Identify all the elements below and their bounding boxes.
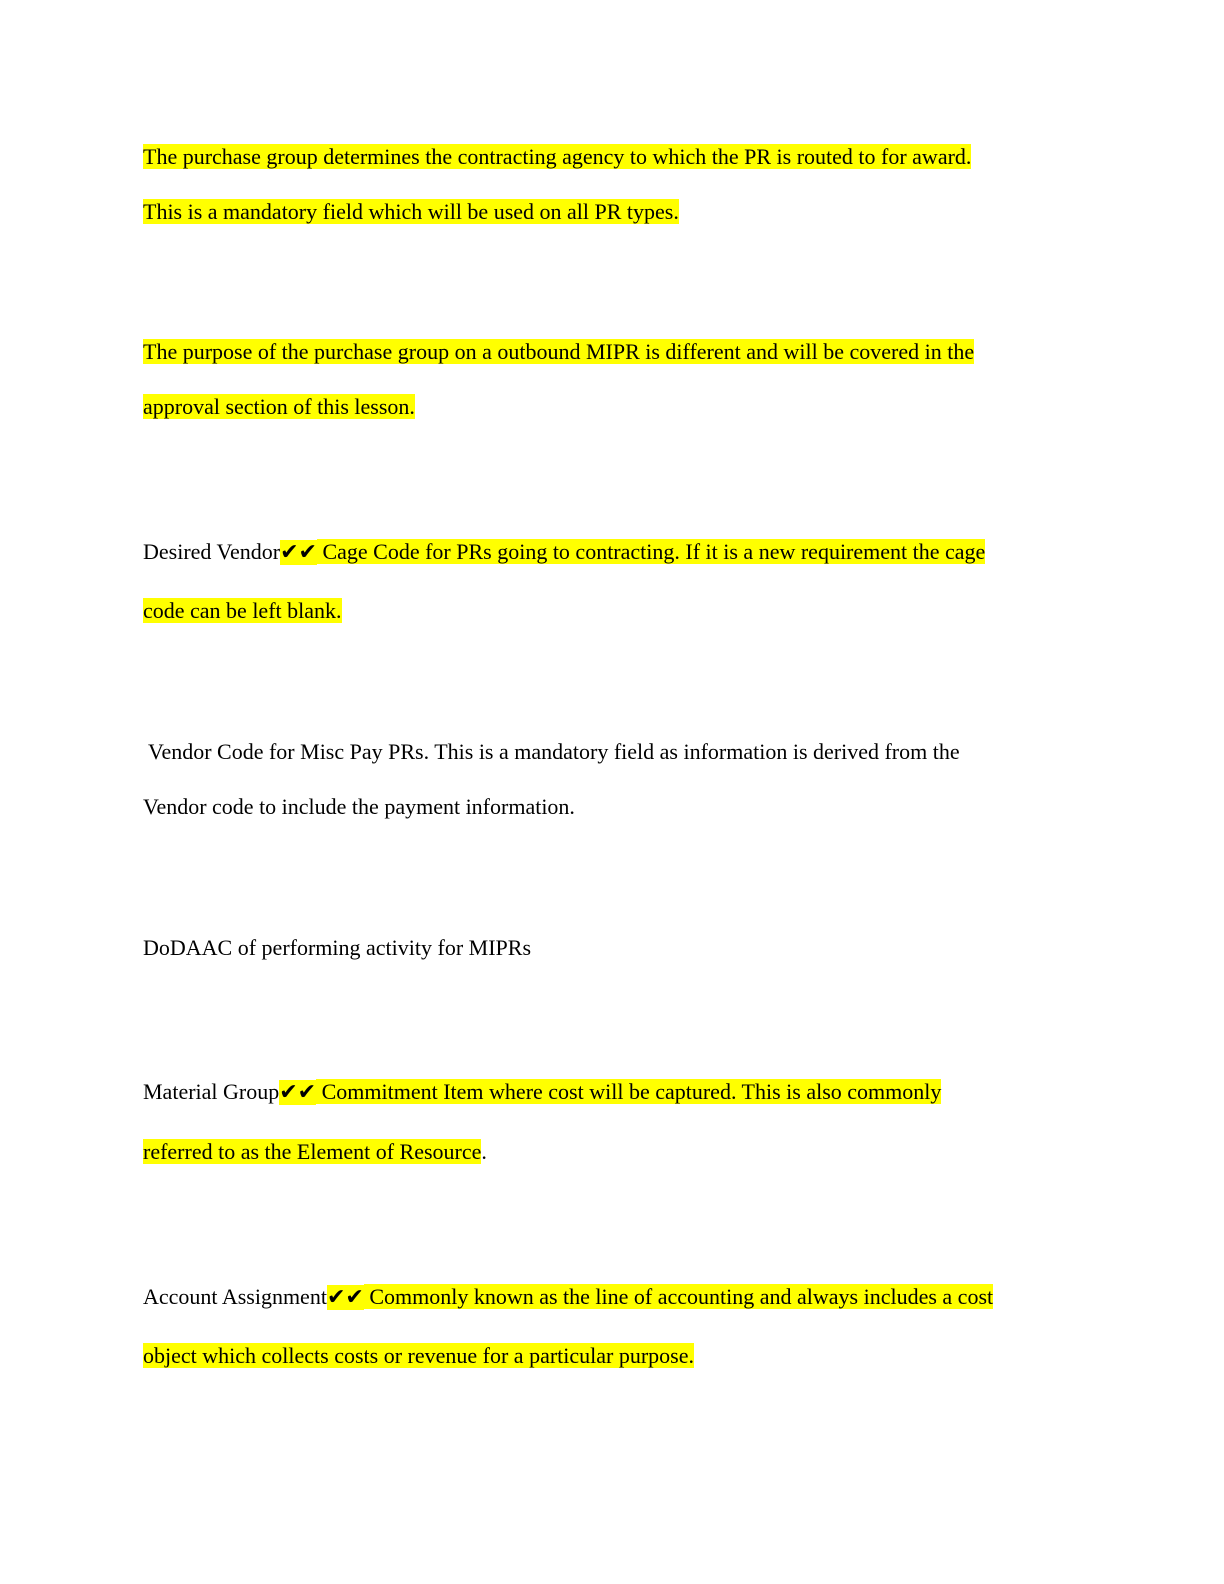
paragraph-7-line-1 — [143, 1283, 993, 1312]
highlighted-text: Commitment Item where cost will be captured. This is also commonly — [316, 1079, 942, 1104]
highlighted-text: code can be left blank. — [143, 598, 342, 623]
body-text: Vendor Code for Misc Pay PRs. This is a mandatory field as information is derived from the — [148, 739, 960, 764]
body-text: Vendor code to include the payment information. — [143, 794, 575, 819]
highlighted-text: Commonly known as the line of accounting and always includes a cost — [363, 1284, 994, 1309]
paragraph-6-line-1 — [143, 1078, 941, 1107]
checkmark-icon: ✔✔ — [326, 1285, 364, 1310]
body-text: . — [481, 1139, 487, 1164]
checkmark-icon: ✔✔ — [279, 1080, 317, 1105]
paragraph-4-line-2 — [143, 793, 575, 821]
highlighted-text: The purpose of the purchase group on a outbound MIPR is different and will be covered in the — [143, 339, 975, 364]
paragraph-6-line-2 — [143, 1138, 487, 1166]
paragraph-1-line-1 — [143, 143, 971, 171]
paragraph-7-line-2 — [143, 1342, 694, 1370]
paragraph-3-line-2 — [143, 597, 342, 625]
highlighted-text: This is a mandatory field which will be used on all PR types. — [143, 199, 679, 224]
highlighted-text: Cage Code for PRs going to contracting. If it is a new requirement the cage — [316, 539, 986, 564]
highlighted-text: The purchase group determines the contracting agency to which the PR is routed to for award. — [143, 144, 972, 169]
checkmark-icon: ✔✔ — [280, 540, 317, 565]
highlighted-text: approval section of this lesson. — [143, 394, 415, 419]
field-label-account-assignment: Account Assignment — [143, 1284, 327, 1309]
paragraph-2-line-2 — [143, 393, 415, 421]
body-text: DoDAAC of performing activity for MIPRs — [143, 935, 532, 960]
field-label-material-group: Material Group — [143, 1079, 280, 1104]
paragraph-5-line-1 — [143, 934, 531, 962]
field-label-desired-vendor: Desired Vendor — [143, 539, 281, 564]
paragraph-1-line-2 — [143, 198, 679, 226]
paragraph-4-line-1 — [148, 738, 960, 766]
highlighted-text: object which collects costs or revenue for a particular purpose. — [143, 1343, 695, 1368]
paragraph-2-line-1 — [143, 338, 974, 366]
paragraph-3-line-1 — [143, 538, 985, 567]
highlighted-text: referred to as the Element of Resource — [143, 1139, 482, 1164]
